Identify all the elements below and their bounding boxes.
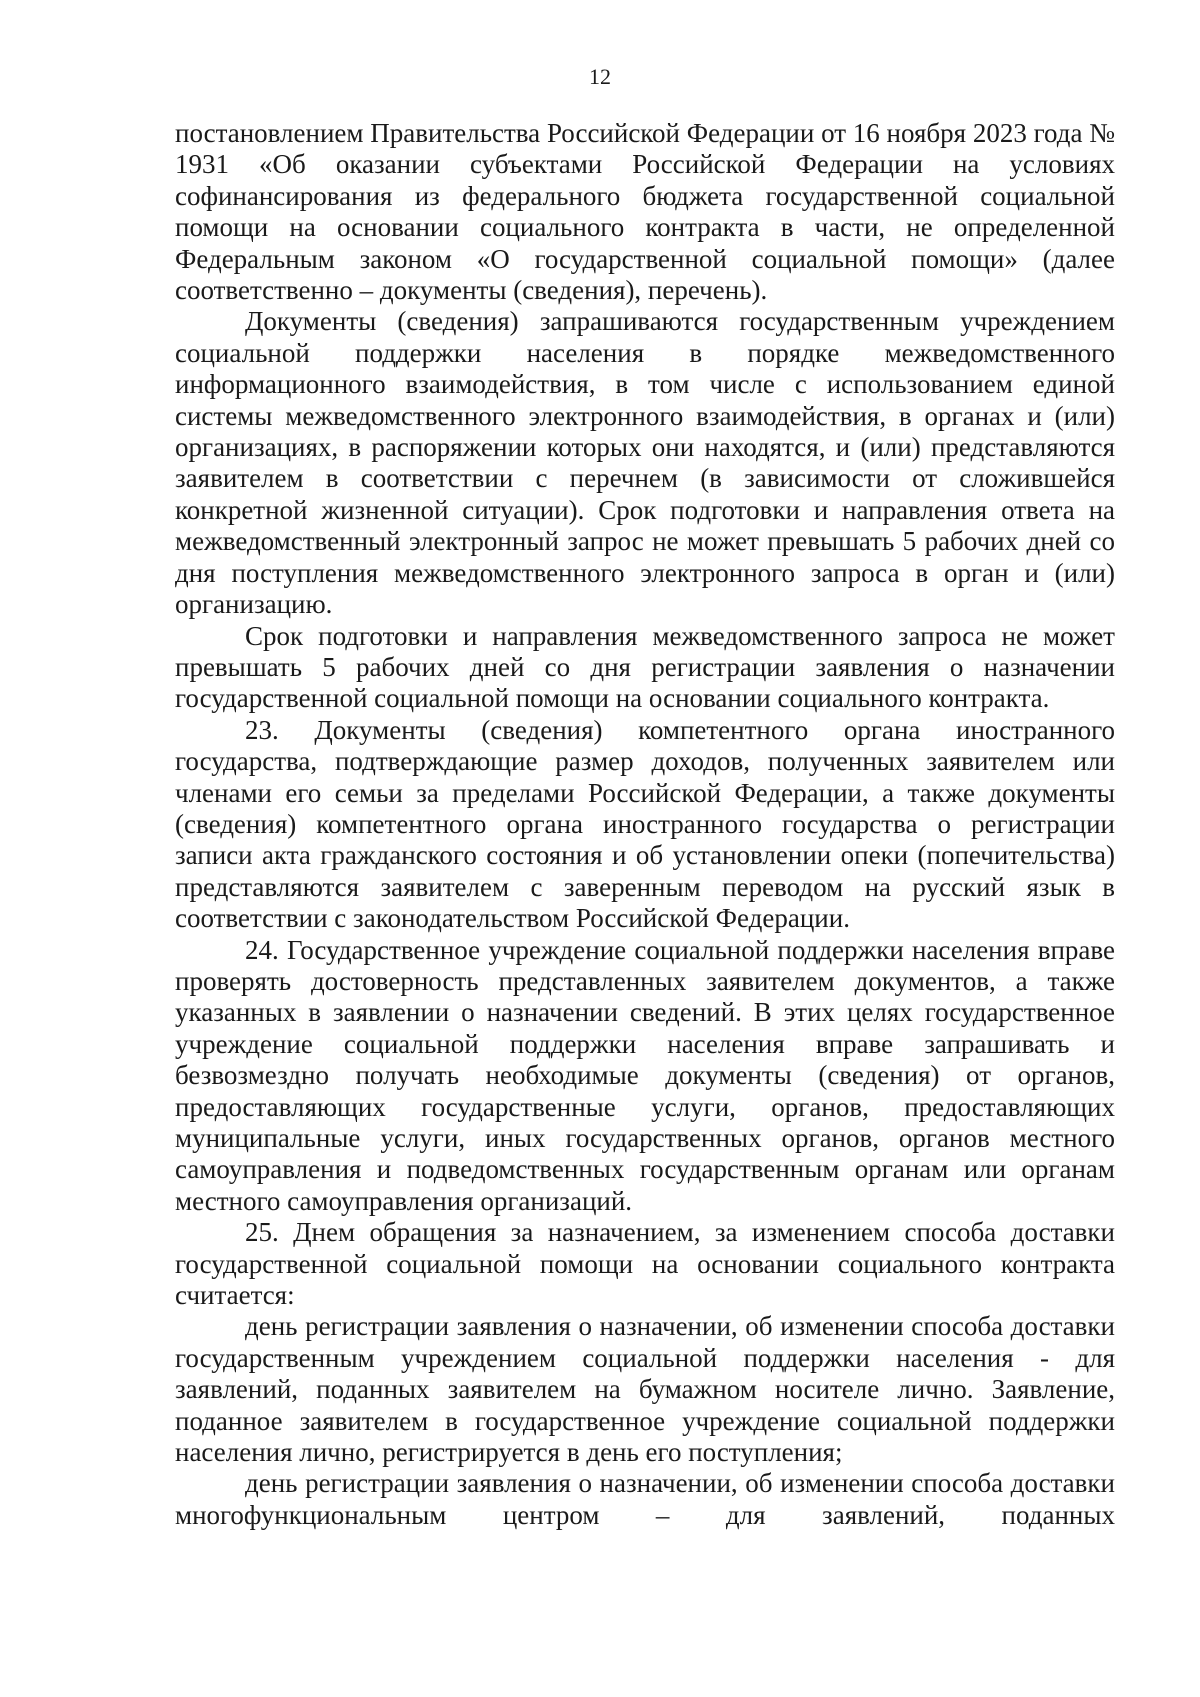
paragraph-item-24: 24. Государственное учреждение социальной поддержки населения вправе проверять достоверность представленных заявителем документов, а также указанных в заявлении о назначении сведений. В этих целях государственное учреждение социальной поддержки населения вправе запрашивать и безвозмездно получать необходимые документы (сведения) от органов, предоставляющих государственные услуги, органов, предоставляющих муниципальные услуги, иных государственных органов, органов местного самоуправления и подведомственных государственным органам или органам местного самоуправления организаций. (175, 934, 1115, 1216)
paragraph-item-25: 25. Днем обращения за назначением, за изменением способа доставки государственной социальной помощи на основании социального контракта считается: (175, 1217, 1115, 1311)
paragraph-request-deadline: Срок подготовки и направления межведомственного запроса не может превышать 5 рабочих дней со дня регистрации заявления о назначении государственной социальной помощи на основании социального контракта. (175, 620, 1115, 714)
paragraph-registration-mfc: день регистрации заявления о назначении, об изменении способа доставки многофункциональным центром – для заявлений, поданных (175, 1468, 1115, 1530)
paragraph-registration-in-person: день регистрации заявления о назначении, об изменении способа доставки государственным учреждением социальной поддержки населения - для заявлений, поданных заявителем на бумажном носителе лично. Заявление, поданное заявителем в государственное учреждение социальной поддержки населения лично, регистрируется в день его поступления; (175, 1311, 1115, 1468)
paragraph-item-23: 23. Документы (сведения) компетентного органа иностранного государства, подтверждающие размер доходов, полученных заявителем или членами его семьи за пределами Российской Федерации, а также документы (сведения) компетентного органа иностранного государства о регистрации записи акта гражданского состояния и об установлении опеки (попечительства) представляются заявителем с заверенным переводом на русский язык в соответствии с законодательством Российской Федерации. (175, 714, 1115, 934)
paragraph-documents-request: Документы (сведения) запрашиваются государственным учреждением социальной поддержки населения в порядке межведомственного информационного взаимодействия, в том числе с использованием единой системы межведомственного электронного взаимодействия, в органах и (или) организациях, в распоряжении которых они находятся, и (или) представляются заявителем в соответствии с перечнем (в зависимости от сложившейся конкретной жизненной ситуации). Срок подготовки и направления ответа на межведомственный электронный запрос не может превышать 5 рабочих дней со дня поступления межведомственного электронного запроса в орган и (или) организацию. (175, 306, 1115, 620)
page-number: 12 (589, 64, 611, 89)
document-body (175, 118, 1115, 1531)
paragraph-continuation: постановлением Правительства Российской Федерации от 16 ноября 2023 года № 1931 «Об оказании субъектами Российской Федерации на условиях софинансирования из федерального бюджета государственной социальной помощи на основании социального контракта в части, не определенной Федеральным законом «О государственной социальной помощи» (далее соответственно – документы (сведения), перечень). (175, 118, 1115, 306)
